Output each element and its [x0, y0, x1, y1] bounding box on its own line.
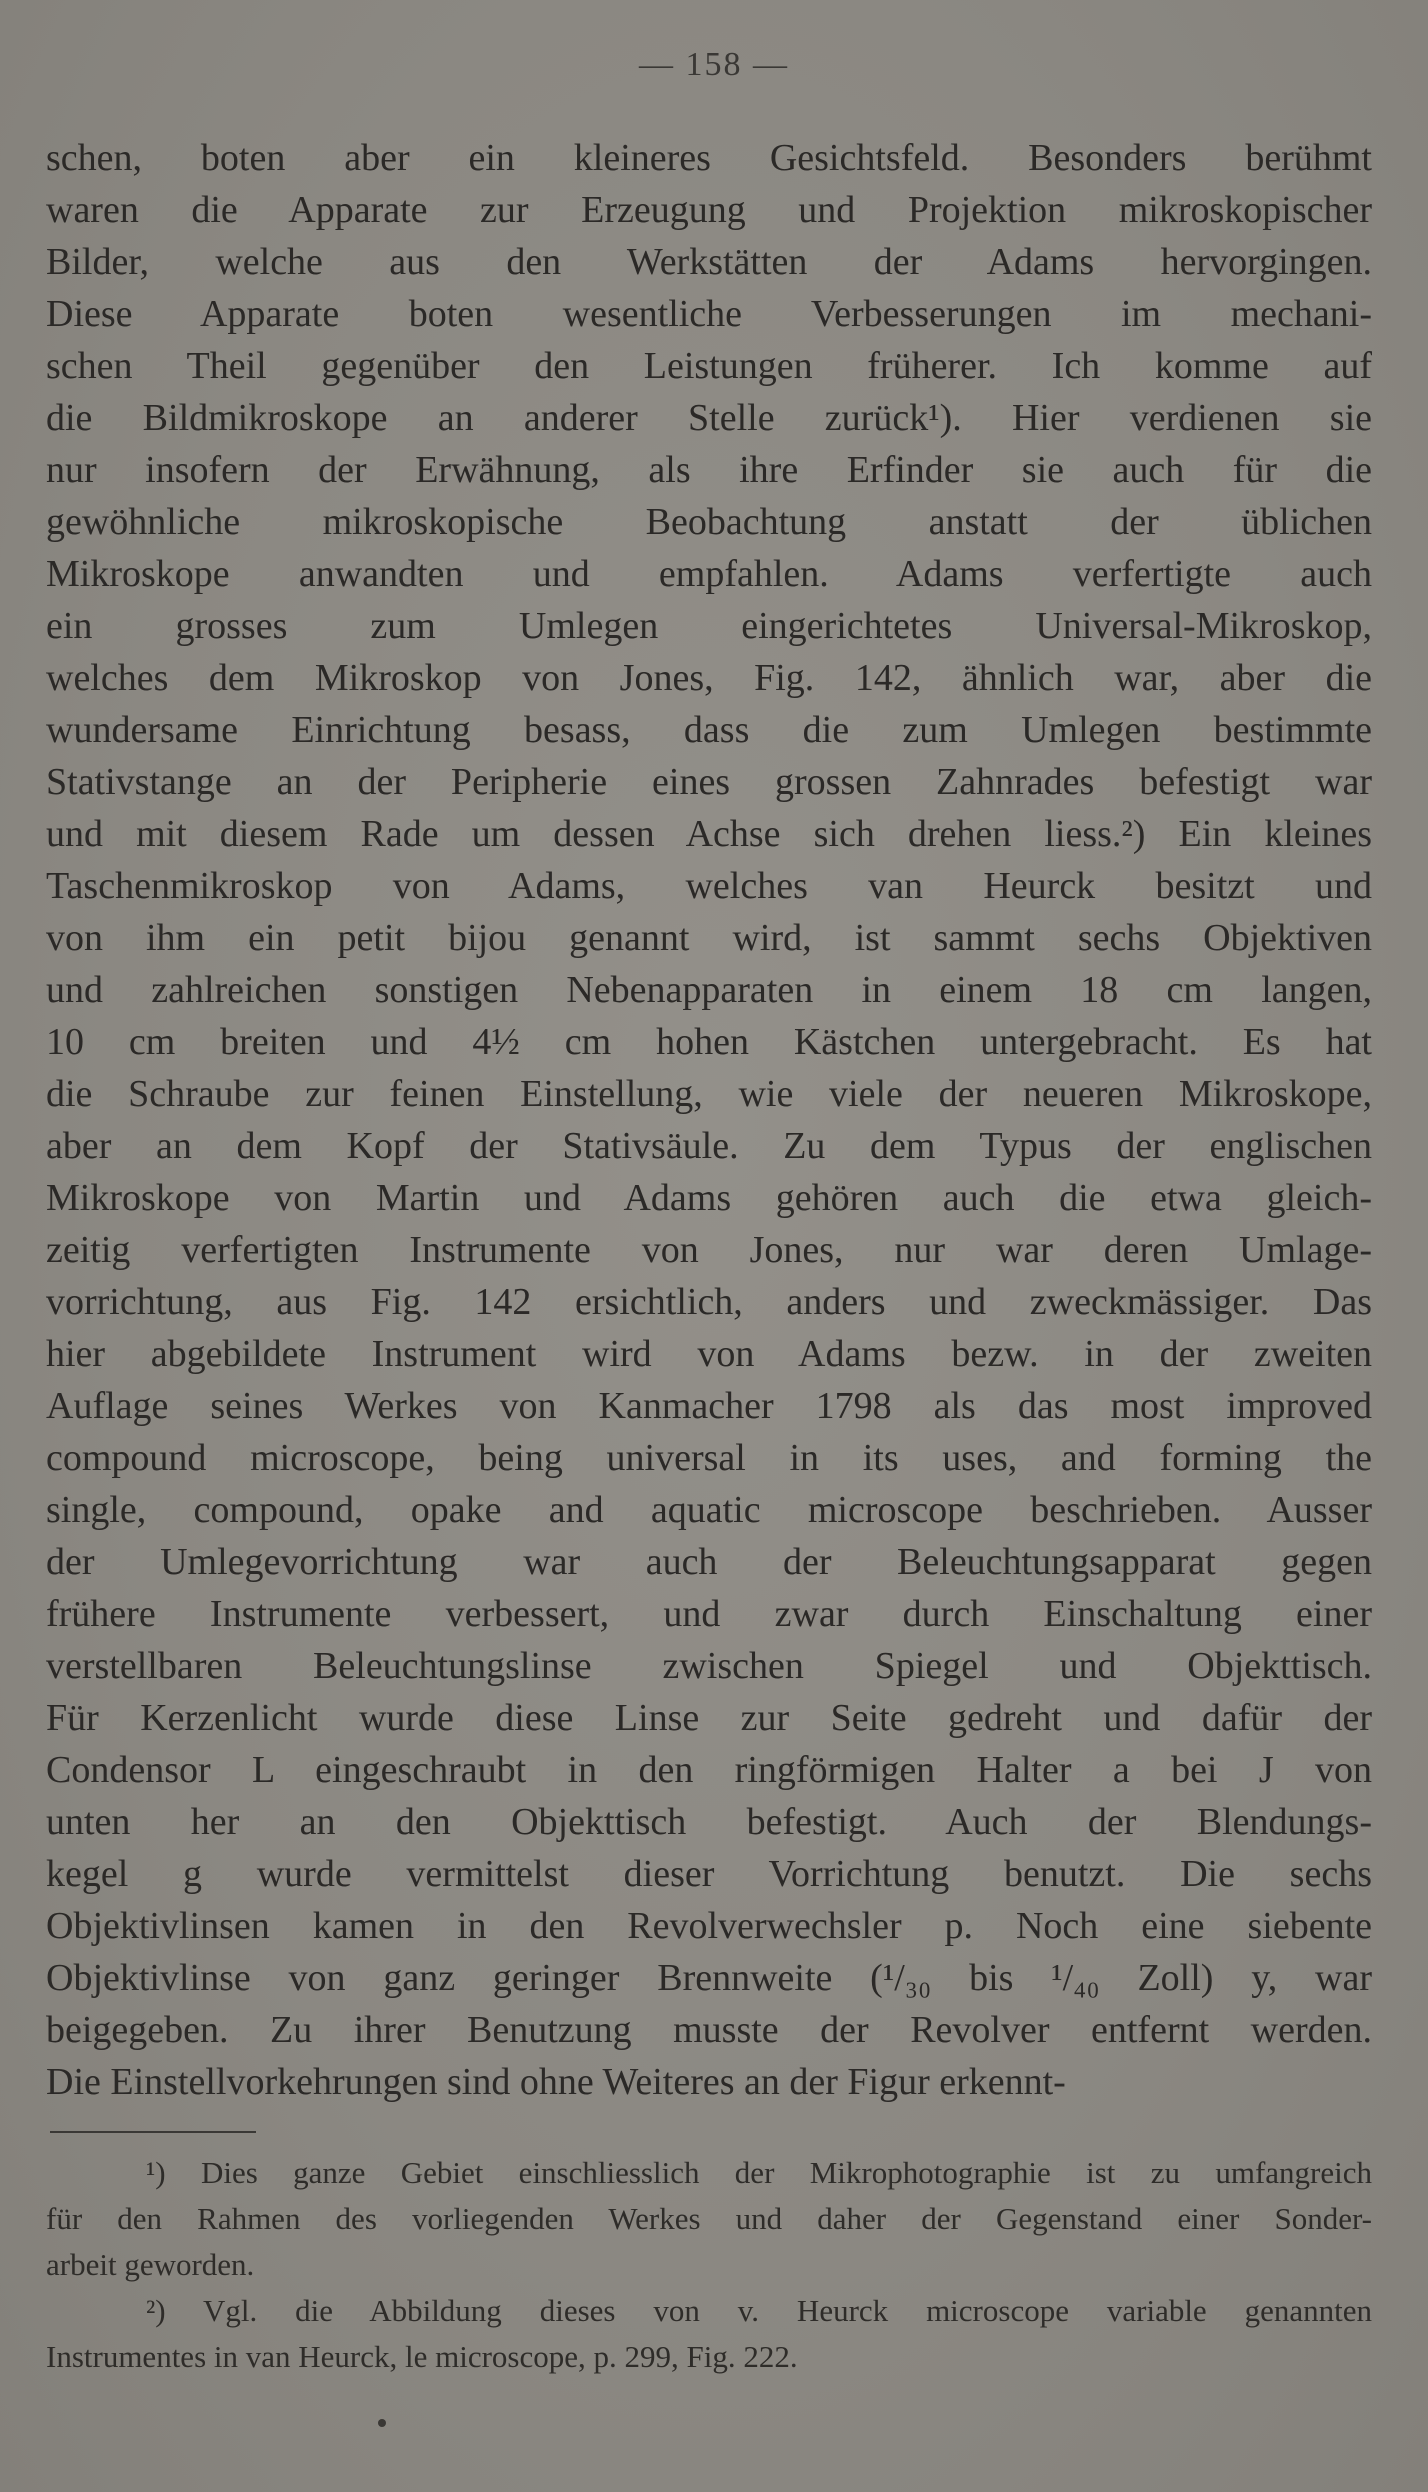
text-line: kegel g wurde vermittelst dieser Vorrichtung benutzt. Die sechs	[46, 1853, 1372, 1895]
text-line: der Umlegevorrichtung war auch der Beleuchtungsapparat gegen	[46, 1541, 1372, 1583]
body-text	[46, 132, 1372, 2108]
text-line: verstellbaren Beleuchtungslinse zwischen Spiegel und Objekttisch.	[46, 1645, 1372, 1687]
text-line: schen Theil gegenüber den Leistungen früherer. Ich komme auf	[46, 345, 1372, 387]
text-line: Objektivlinse von ganz geringer Brennweite (¹/₃₀ bis ¹/₄₀ Zoll) y, war	[46, 1957, 1372, 1999]
text-line: Mikroskope anwandten und empfahlen. Adams verfertigte auch	[46, 553, 1372, 595]
text-line: Bilder, welche aus den Werkstätten der Adams hervorgingen.	[46, 241, 1372, 283]
text-line: Condensor L eingeschraubt in den ringförmigen Halter a bei J von	[46, 1749, 1372, 1791]
text-line: frühere Instrumente verbessert, und zwar durch Einschaltung einer	[46, 1593, 1372, 1635]
text-line: von ihm ein petit bijou genannt wird, ist sammt sechs Objektiven	[46, 917, 1372, 959]
text-line: wundersame Einrichtung besass, dass die zum Umlegen bestimmte	[46, 709, 1372, 751]
text-line: beigegeben. Zu ihrer Benutzung musste der Revolver entfernt werden.	[46, 2009, 1372, 2051]
text-line: compound microscope, being universal in its uses, and forming the	[46, 1437, 1372, 1479]
text-line: vorrichtung, aus Fig. 142 ersichtlich, anders und zweckmässiger. Das	[46, 1281, 1372, 1323]
text-line: schen, boten aber ein kleineres Gesichtsfeld. Besonders berühmt	[46, 137, 1372, 179]
text-line: single, compound, opake and aquatic microscope beschrieben. Ausser	[46, 1489, 1372, 1531]
text-line: Diese Apparate boten wesentliche Verbesserungen im mechani-	[46, 293, 1372, 335]
text-line: Die Einstellvorkehrungen sind ohne Weiteres an der Figur erkennt-	[46, 2061, 1066, 2103]
text-line: Auflage seines Werkes von Kanmacher 1798 als das most improved	[46, 1385, 1372, 1427]
text-line: Mikroskope von Martin und Adams gehören auch die etwa gleich-	[46, 1177, 1372, 1219]
text-line: Objektivlinsen kamen in den Revolverwechsler p. Noch eine siebente	[46, 1905, 1372, 1947]
text-line: Für Kerzenlicht wurde diese Linse zur Seite gedreht und dafür der	[46, 1697, 1372, 1739]
text-line: nur insofern der Erwähnung, als ihre Erfinder sie auch für die	[46, 449, 1372, 491]
text-line: und mit diesem Rade um dessen Achse sich drehen liess.²) Ein kleines	[46, 813, 1372, 855]
footnote-divider	[50, 2131, 256, 2133]
text-line: und zahlreichen sonstigen Nebenapparaten in einem 18 cm langen,	[46, 969, 1372, 1011]
footnote-2-line: ²) Vgl. die Abbildung dieses von v. Heurck microscope variable genannten	[146, 2293, 1372, 2328]
footnote-2-line: Instrumentes in van Heurck, le microscope, p. 299, Fig. 222.	[46, 2339, 798, 2374]
text-line: aber an dem Kopf der Stativsäule. Zu dem Typus der englischen	[46, 1125, 1372, 1167]
ink-speck	[378, 2419, 386, 2427]
text-line: die Schraube zur feinen Einstellung, wie viele der neueren Mikroskope,	[46, 1073, 1372, 1115]
text-line: ein grosses zum Umlegen eingerichtetes Universal-Mikroskop,	[46, 605, 1372, 647]
text-line: Stativstange an der Peripherie eines grossen Zahnrades befestigt war	[46, 761, 1372, 803]
text-line: zeitig verfertigten Instrumente von Jones, nur war deren Umlage-	[46, 1229, 1372, 1271]
page-number: — 158 —	[639, 46, 789, 83]
text-line: 10 cm breiten und 4½ cm hohen Kästchen untergebracht. Es hat	[46, 1021, 1372, 1063]
footnote-1-line: für den Rahmen des vorliegenden Werkes und daher der Gegenstand einer Sonder-	[46, 2201, 1372, 2236]
text-line: die Bildmikroskope an anderer Stelle zurück¹). Hier verdienen sie	[46, 397, 1372, 439]
text-line: unten her an den Objekttisch befestigt. Auch der Blendungs-	[46, 1801, 1372, 1843]
footnotes	[46, 2150, 1372, 2380]
footnote-1-line: ¹) Dies ganze Gebiet einschliesslich der Mikrophotographie ist zu umfangreich	[146, 2155, 1372, 2190]
text-line: waren die Apparate zur Erzeugung und Projektion mikroskopischer	[46, 189, 1372, 231]
text-line: gewöhnliche mikroskopische Beobachtung anstatt der üblichen	[46, 501, 1372, 543]
text-line: Taschenmikroskop von Adams, welches van Heurck besitzt und	[46, 865, 1372, 907]
footnote-1-line: arbeit geworden.	[46, 2247, 255, 2282]
text-line: hier abgebildete Instrument wird von Adams bezw. in der zweiten	[46, 1333, 1372, 1375]
text-line: welches dem Mikroskop von Jones, Fig. 142, ähnlich war, aber die	[46, 657, 1372, 699]
